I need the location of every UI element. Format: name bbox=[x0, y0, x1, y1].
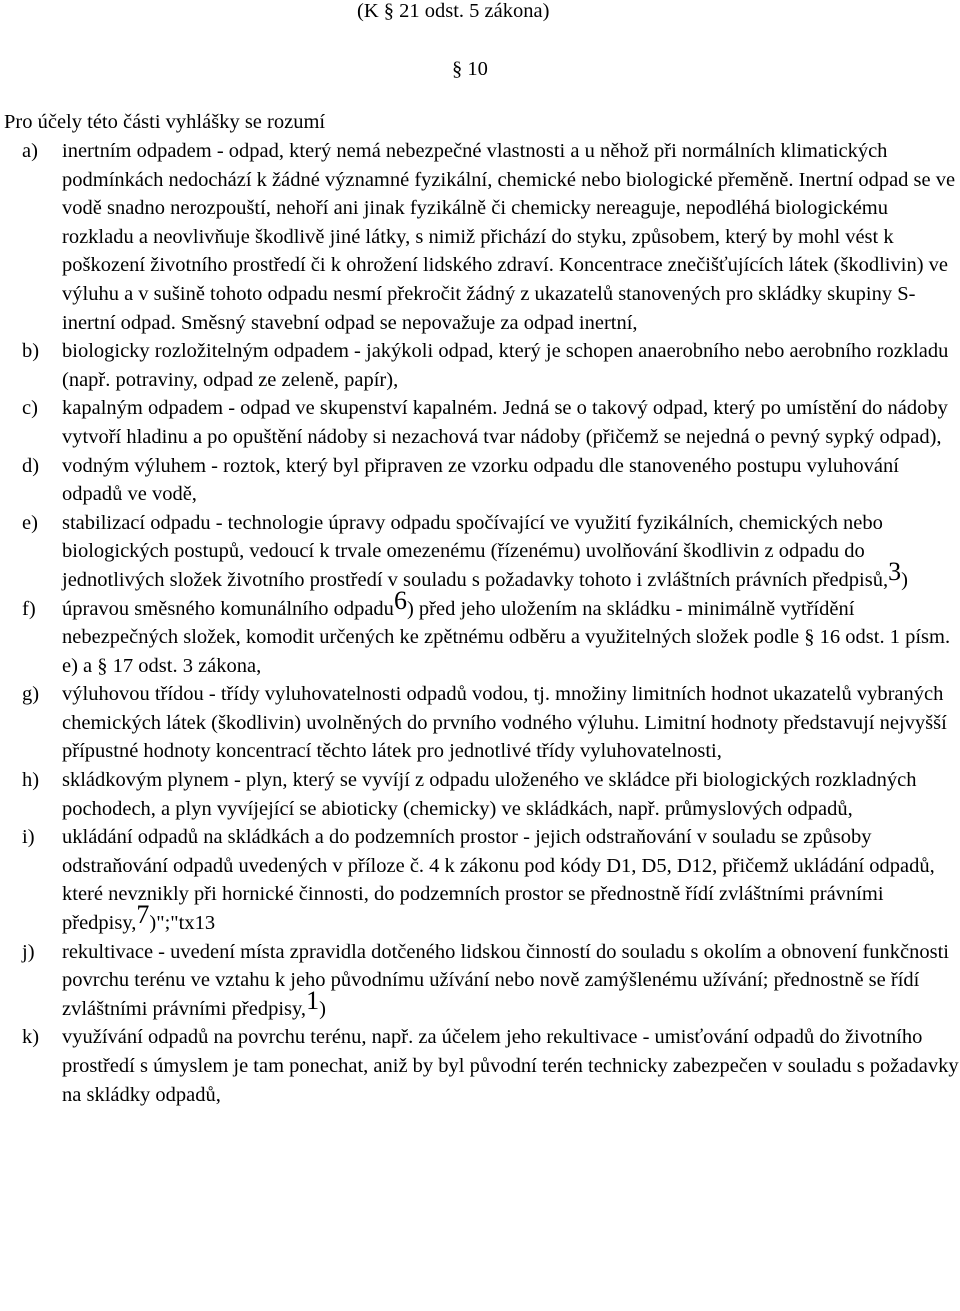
text-run: inertním odpadem - odpad, který nemá nebezpečné vlastnosti a u něhož při normálních klimatických podmínkách nedochází k žádné významné fyzikální, chemické nebo biologické přeměně. Inertní odpad se ve vodě snadno nerozpouští, nehoří ani jinak fyzikálně či chemicky nereaguje, nepodléhá biologickému rozkladu a neovlivňuje škodlivě jiné látky, s nimiž přichází do styku, způsobem, který by mohl vést k poškození životního prostředí či k ohrožení lidského zdraví. Koncentrace znečišťujících látek (škodlivin) ve výluhu a v sušině tohoto odpadu nesmí překročit žádný z ukazatelů stanovených pro skládky skupiny S-inertní odpad. Směsný stavební odpad se nepovažuje za odpad inertní, bbox=[62, 140, 956, 334]
item-text bbox=[62, 766, 959, 823]
legal-reference: (K § 21 odst. 5 zákona) bbox=[357, 0, 550, 22]
definition-item bbox=[0, 394, 959, 451]
item-label: e) bbox=[22, 511, 38, 534]
item-text bbox=[62, 938, 959, 1024]
definition-item bbox=[0, 509, 959, 595]
text-run: výluhovou třídou - třídy vyluhovatelnosti odpadů vodou, tj. množiny limitních hodnot ukazatelů vybraných chemických látek (škodlivin) uvolněných do prvního vodného výluhu. Limitní hodnoty představují nejvyšší přípustné hodnoty koncentrací těchto látek pro jednotlivé třídy vyluhovatelnosti, bbox=[62, 683, 947, 763]
item-text bbox=[62, 823, 959, 937]
definition-item bbox=[0, 585, 959, 681]
footnote-reference: 6 bbox=[393, 585, 407, 615]
item-text bbox=[62, 680, 959, 766]
text-run: rekultivace - uvedení místa zpravidla dotčeného lidskou činností do souladu s okolím a obnovení funkčnosti povrchu terénu ve vztahu k jeho původnímu užívání nebo nově zamýšlenému užívání; přednostně se řídí zvláštními právními předpisy, bbox=[62, 940, 950, 1020]
item-text bbox=[62, 585, 959, 681]
item-text bbox=[62, 394, 959, 451]
item-text bbox=[62, 1023, 959, 1109]
definition-item bbox=[0, 337, 959, 394]
text-run: ) bbox=[901, 568, 908, 591]
item-label: i) bbox=[22, 826, 35, 849]
footnote-reference: 3 bbox=[888, 556, 902, 586]
item-label: c) bbox=[22, 397, 38, 420]
item-label: b) bbox=[22, 340, 40, 363]
item-label: d) bbox=[22, 454, 40, 477]
definition-item bbox=[0, 137, 959, 337]
text-run: vodným výluhem - roztok, který byl připraven ze vzorku odpadu dle stanoveného postupu vyluhování odpadů ve vodě, bbox=[62, 454, 899, 506]
intro-text: Pro účely této části vyhlášky se rozumí bbox=[4, 111, 326, 133]
text-run: stabilizací odpadu - technologie úpravy odpadu spočívající ve využití fyzikálních, chemických nebo biologických postupů, vedoucí k trvale omezenému (řízenému) uvolňování škodlivin z odpadu do jednotlivých složek životního prostředí v souladu s požadavky tohoto i zvláštních právních předpisů, bbox=[62, 511, 889, 591]
text-run: skládkovým plynem - plyn, který se vyvíjí z odpadu uloženého ve skládce při biologických rozkladných pochodech, a plyn vyvíjející se abioticky (chemicky) ve skládkách, např. průmyslových odpadů, bbox=[62, 769, 917, 820]
definition-item bbox=[0, 452, 959, 509]
definition-item bbox=[0, 823, 959, 937]
definition-item bbox=[0, 1023, 959, 1109]
text-run: ukládání odpadů na skládkách a do podzemních prostor - jejich odstraňování v souladu se způsoby odstraňování odpadů uvedených v příloze č. 4 k zákonu pod kódy D1, D5, D12, přičemž ukládání odpadů, které nevznikly při hornické činnosti, do podzemních prostor se přednostně řídí zvláštními právními předpisy, bbox=[62, 826, 935, 935]
definition-list bbox=[0, 137, 960, 1109]
item-text bbox=[62, 337, 959, 394]
item-label: h) bbox=[22, 769, 40, 792]
definition-item bbox=[0, 680, 959, 766]
footnote-reference: 1 bbox=[306, 985, 320, 1015]
definition-item bbox=[0, 766, 959, 823]
definition-item bbox=[0, 938, 959, 1024]
item-text bbox=[62, 452, 959, 509]
footnote-reference: 7 bbox=[136, 900, 150, 930]
section-heading: § 10 bbox=[452, 58, 488, 80]
text-run: )";"tx13 bbox=[149, 912, 216, 935]
item-label: f) bbox=[22, 597, 36, 620]
text-run: ) před jeho uložením na skládku - minimálně vytřídění nebezpečných složek, komodit určených ke zpětnému odběru a využitelných složek podle § 16 odst. 1 písm. e) a § 17 odst. 3 zákona, bbox=[62, 597, 951, 677]
text-run: kapalným odpadem - odpad ve skupenství kapalném. Jedná se o takový odpad, který po umístění do nádoby vytvoří hladinu a po opuštění nádoby si nezachová tvar nádoby (přičemž se nejedná o pevný sypký odpad), bbox=[62, 397, 948, 448]
item-label: k) bbox=[22, 1026, 40, 1049]
item-text bbox=[62, 509, 959, 595]
text-run: využívání odpadů na povrchu terénu, např. za účelem jeho rekultivace - umisťování odpadů do životního prostředí s úmyslem je tam ponechat, aniž by byl původní terén technicky zabezpečen v souladu s požadavky na skládky odpadů, bbox=[62, 1026, 959, 1106]
text-run: ) bbox=[319, 997, 326, 1020]
text-run: biologicky rozložitelným odpadem - jakýkoli odpad, který je schopen anaerobního nebo aerobního rozkladu (např. potraviny, odpad ze zeleně, papír), bbox=[62, 340, 949, 391]
item-label: g) bbox=[22, 683, 40, 706]
item-label: a) bbox=[22, 140, 38, 162]
item-text bbox=[62, 137, 959, 337]
item-label: j) bbox=[22, 940, 35, 963]
text-run: úpravou směsného komunálního odpadu bbox=[62, 597, 394, 620]
